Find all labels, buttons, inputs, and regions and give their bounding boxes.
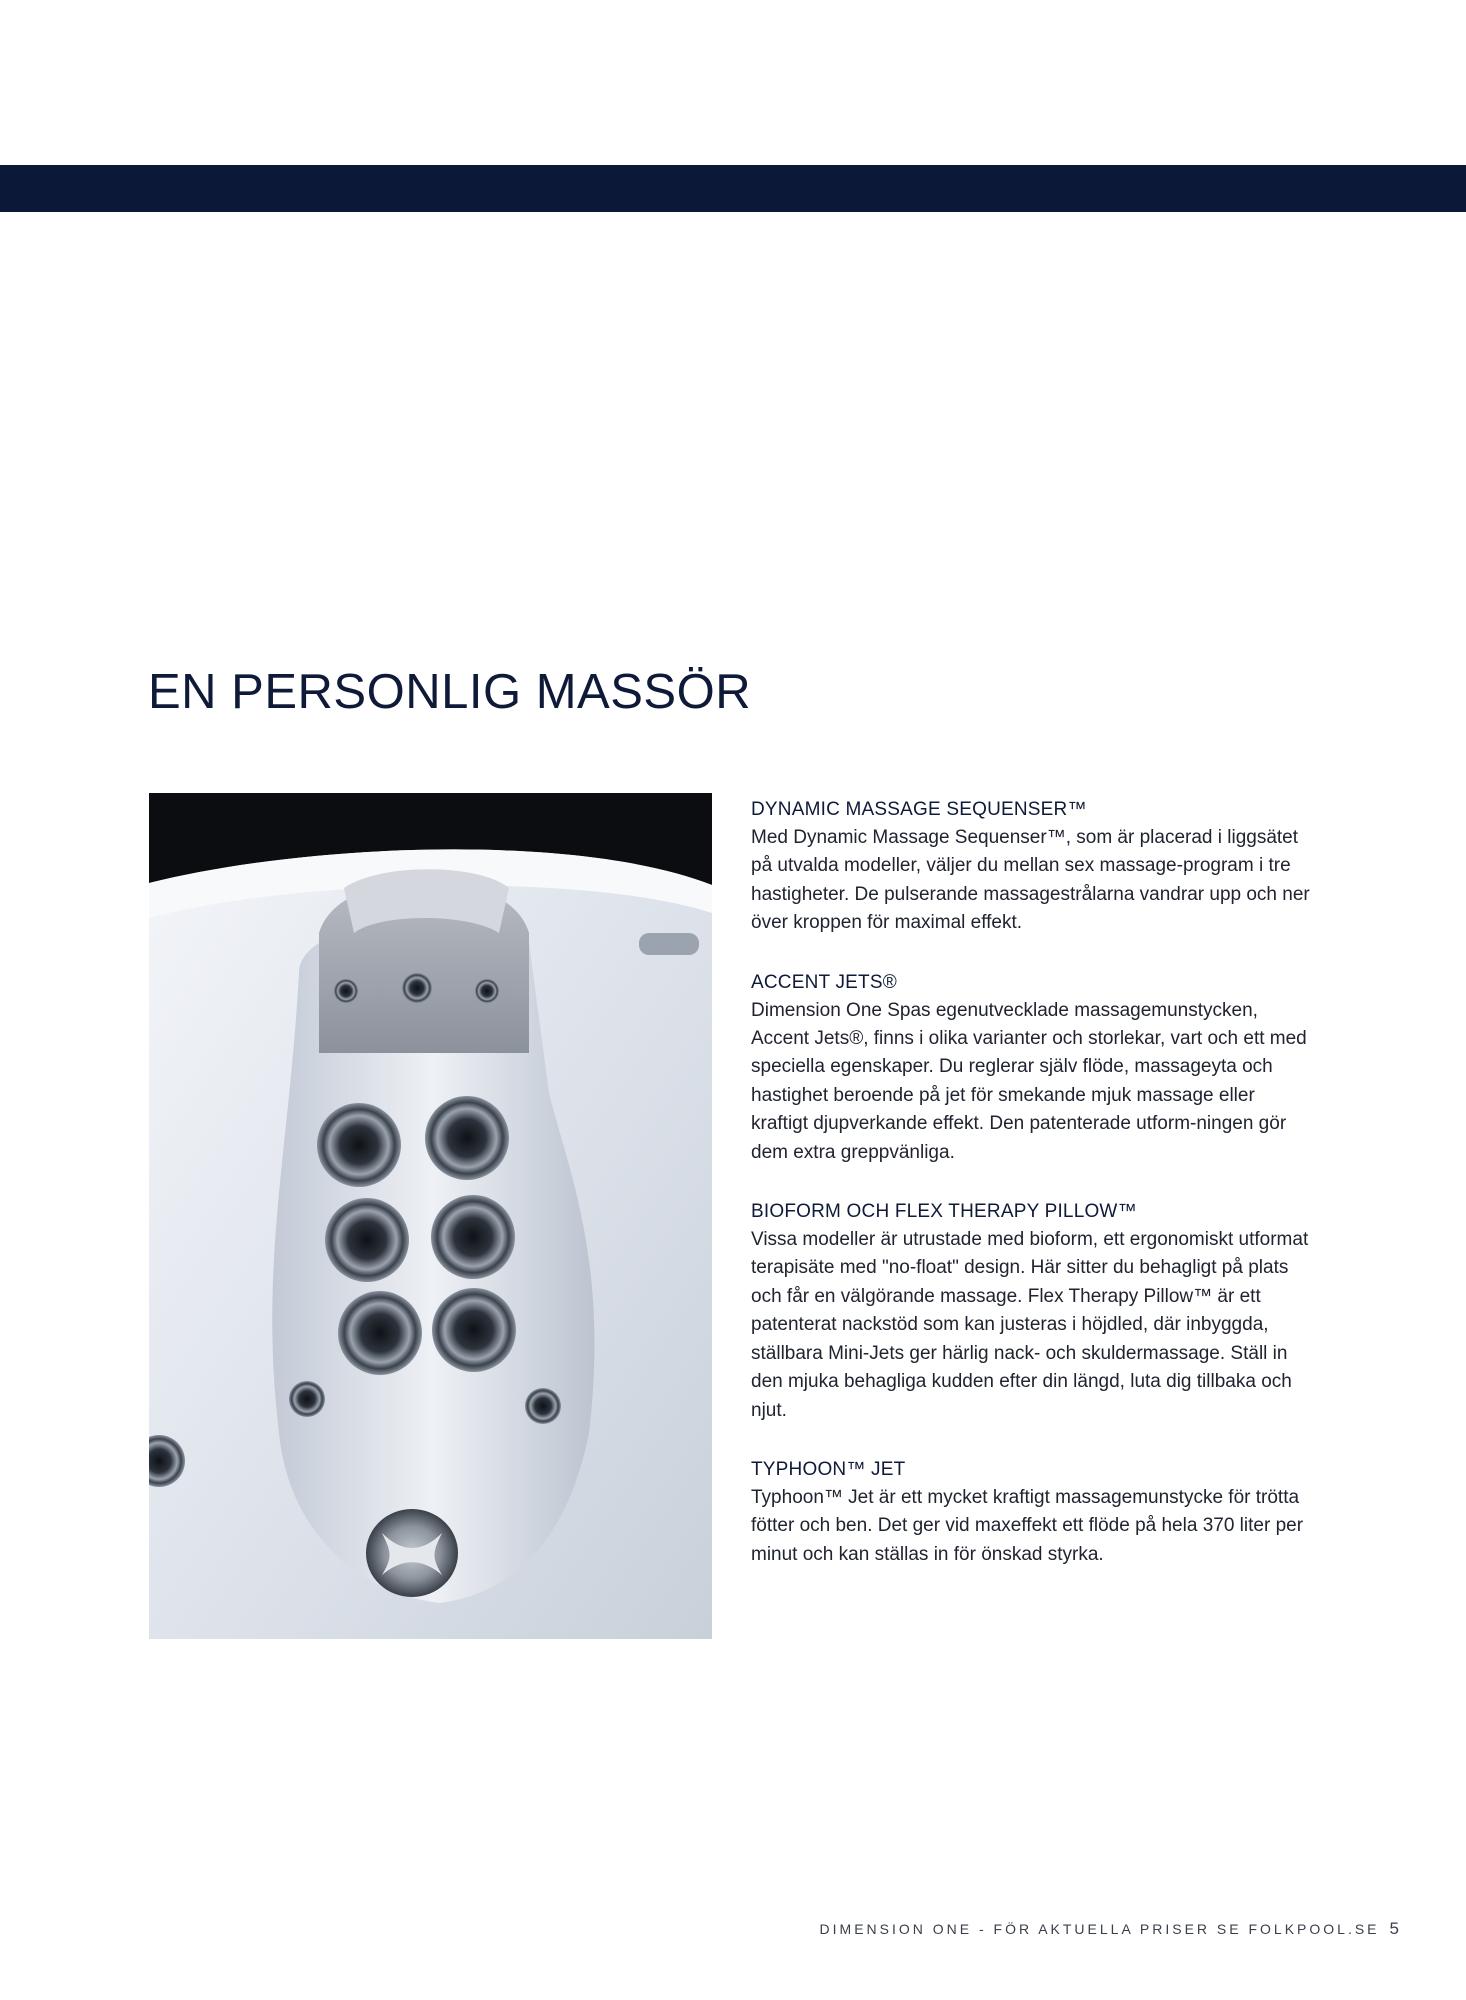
page-title: EN PERSONLIG MASSÖR (148, 665, 752, 719)
page-footer (820, 1919, 1399, 1939)
section-body: Typhoon™ Jet är ett mycket kraftigt massagemunstycke för trötta fötter och ben. Det ger vid maxeffekt ett flöde på hela 370 liter per minut och kan ställas in för önskad styrka. (751, 1486, 1304, 1565)
section-heading: ACCENT JETS® (751, 971, 897, 993)
footer-text: DIMENSION ONE - FÖR AKTUELLA PRISER SE FOLKPOOL.SE (819, 1921, 1380, 1937)
section-accent-jets (751, 969, 1311, 1167)
section-bioform (751, 1198, 1311, 1425)
top-color-band (0, 165, 1466, 212)
section-body: Med Dynamic Massage Sequenser™, som är placerad i liggsätet på utvalda modeller, väljer du mellan sex massage-program i tre hastigheter. De pulserande massagestrålarna vandrar upp och ner över kroppen för maximal effekt. (751, 827, 1310, 934)
section-dynamic-massage (751, 796, 1311, 938)
section-heading: DYNAMIC MASSAGE SEQUENSER™ (751, 799, 1087, 820)
section-body: Dimension One Spas egenutvecklade massagemunstycken, Accent Jets®, finns i olika varianter och storlekar, vart och ett med speciella egenskaper. Du reglerar själv flöde, massageyta och hastighet beroende på jet för smekande mjuk massage eller kraftigt djupverkande effekt. Den patenterade utform-ningen gör dem extra greppvänliga. (751, 999, 1307, 1163)
section-heading: TYPHOON™ JET (751, 1458, 906, 1480)
feature-text-column (751, 796, 1311, 1600)
section-typhoon-jet (751, 1456, 1311, 1569)
section-heading: BIOFORM OCH FLEX THERAPY PILLOW™ (751, 1201, 1137, 1223)
spa-seat-photo (149, 793, 712, 1639)
section-body: Vissa modeller är utrustade med bioform, ett ergonomiskt utformat terapisäte med "no-float" design. Här sitter du behagligt på plats och får en välgörande massage. Flex Therapy Pillow™ är ett patenterat nackstöd som kan justeras i höjdled, där inbyggda, ställbara Mini-Jets ger härlig nack- och skuldermassage. Ställ in den mjuka behagliga kudden efter din längd, luta dig tillbaka och njut. (751, 1229, 1309, 1421)
page-number: 5 (1389, 1919, 1399, 1938)
